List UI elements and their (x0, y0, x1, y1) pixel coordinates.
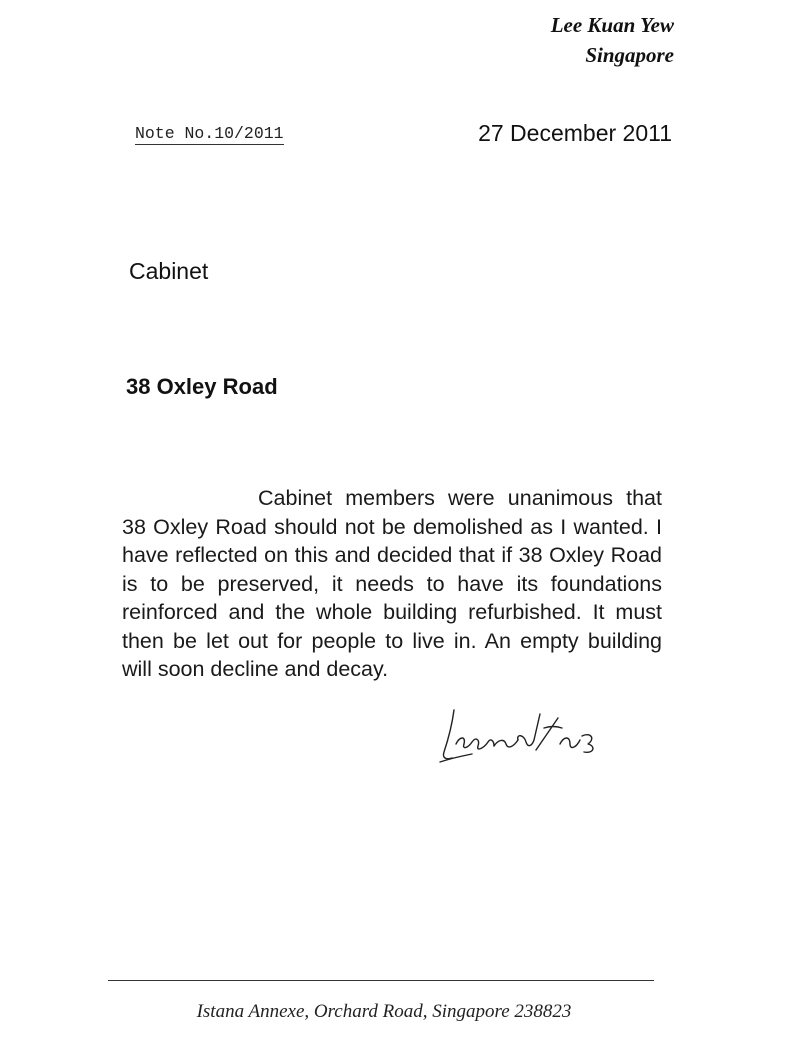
letter-date: 27 December 2011 (478, 120, 672, 146)
footer-divider (108, 980, 654, 981)
letterhead-name: Lee Kuan Yew (550, 13, 674, 37)
handwritten-signature (432, 700, 612, 780)
body-paragraph: Cabinet members were unanimous that 38 Oxley Road should not be demolished as I wanted. I have reflected on this and decided that if 38 Oxley Road is to be preserved, it needs to have its foundations reinforced and the whole building refurbished. It must then be let out for people to live in. An empty building will soon decline and decay. (122, 486, 662, 681)
footer-address: Istana Annexe, Orchard Road, Singapore 238823 (196, 1001, 572, 1022)
addressee: Cabinet (129, 258, 209, 284)
note-number: Note No.10/2011 (135, 124, 284, 143)
letterhead-country: Singapore (585, 43, 674, 67)
subject-heading: 38 Oxley Road (126, 374, 278, 399)
letterhead (551, 10, 674, 70)
